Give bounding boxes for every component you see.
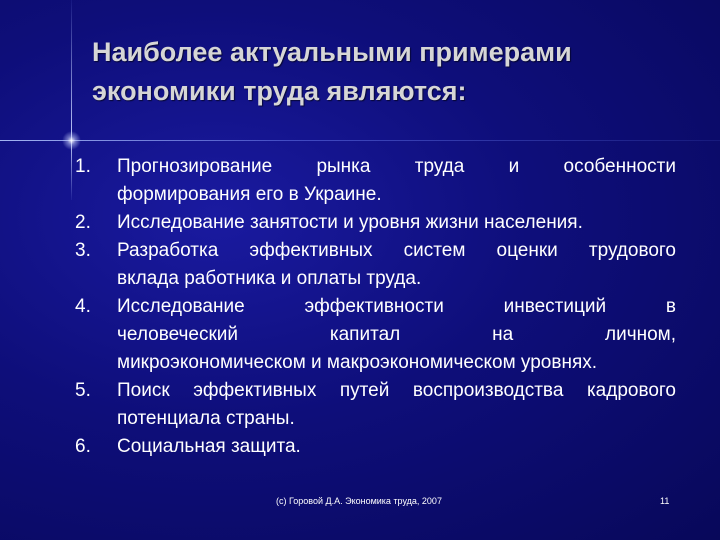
- list-item: [76, 433, 676, 461]
- list-item: [76, 293, 676, 377]
- list-item-line: Прогнозирование рынка труда и особенности: [117, 156, 676, 177]
- list-item: [76, 209, 676, 237]
- slide-title: [92, 33, 692, 111]
- list-item-number: 6.: [75, 436, 91, 457]
- list-item-line: человеческий капитал на личном,: [117, 324, 676, 345]
- list-item: [76, 153, 676, 209]
- page-number: 11: [660, 496, 670, 506]
- list-item-number: 3.: [75, 240, 91, 261]
- sparkle-icon: [62, 131, 81, 150]
- list-item-line: микроэкономическом и макроэкономическом уровнях.: [117, 352, 598, 373]
- list-item-number: 1.: [75, 156, 91, 177]
- list-item-line: формирования его в Украине.: [117, 184, 382, 205]
- list-item: [76, 377, 676, 433]
- list-item-number: 5.: [75, 380, 91, 401]
- list-item: [76, 237, 676, 293]
- decorative-vertical-line: [71, 0, 72, 200]
- list-item-line: Поиск эффективных путей воспроизводства кадрового: [117, 380, 676, 401]
- list-item-line: Разработка эффективных систем оценки трудового: [117, 240, 676, 261]
- list-item-line: Исследование эффективности инвестиций в: [117, 296, 676, 317]
- list-item-number: 4.: [75, 296, 91, 317]
- list-item-line: Исследование занятости и уровня жизни населения.: [117, 212, 583, 233]
- decorative-horizontal-line: [0, 140, 720, 141]
- numbered-list: [76, 153, 676, 461]
- title-line-1: Наиболее актуальными примерами: [92, 37, 572, 67]
- title-line-2: экономики труда являются:: [92, 76, 467, 106]
- footer-credit: (с) Горовой Д.А. Экономика труда, 2007: [276, 496, 442, 506]
- list-item-line: Социальная защита.: [117, 436, 301, 457]
- list-item-line: вклада работника и оплаты труда.: [117, 268, 422, 289]
- list-item-number: 2.: [75, 212, 91, 233]
- list-item-line: потенциала страны.: [117, 408, 295, 429]
